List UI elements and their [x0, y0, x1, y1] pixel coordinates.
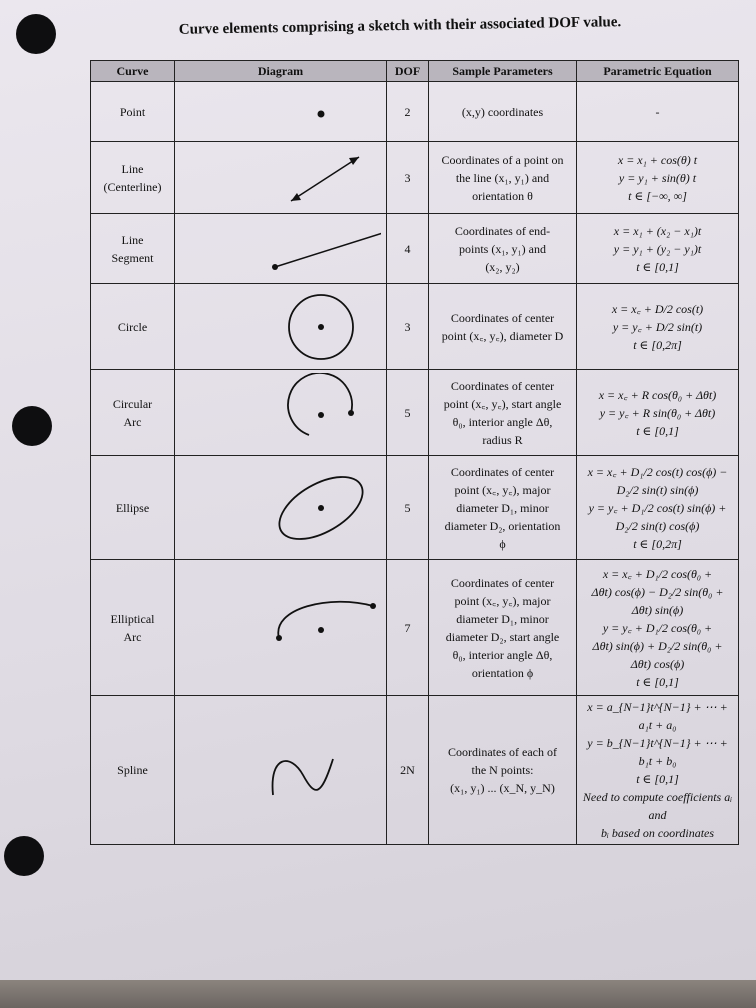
parametric-equation: x = a_{N−1}t^{N−1} + ⋯ + a₁t + a₀ y = b_{N−1}t^{N−1} + ⋯ + b₁t + b₀ t ∈ [0,1] Need to compute coefficients aᵢ and bᵢ based on coordinates	[577, 696, 739, 845]
table-row	[91, 214, 739, 284]
parametric-equation: x = x꜀ + D₁/2 cos(θ₀ + Δθt) cos(ϕ) − D₂/2 sin(θ₀ + Δθt) sin(ϕ) y = y꜀ + D₁/2 cos(θ₀ + Δθt) sin(ϕ) + D₂/2 sin(θ₀ + Δθt) cos(ϕ) t ∈ [0,1]	[577, 560, 739, 696]
header-parametric-equation: Parametric Equation	[577, 61, 739, 82]
sample-parameters: Coordinates of center point (x꜀, y꜀), major diameter D₁, minor diameter D₂, start angle θ₀, interior angle Δθ, orientation ϕ	[429, 560, 577, 696]
table-row	[91, 456, 739, 560]
curve-name: Ellipse	[91, 456, 175, 560]
sample-parameters: Coordinates of center point (x꜀, y꜀), diameter D	[429, 284, 577, 370]
curve-table-wrapper	[90, 60, 738, 840]
page-title: Curve elements comprising a sketch with their associated DOF value.	[178, 14, 622, 38]
curve-name: Spline	[91, 696, 175, 845]
sample-parameters: Coordinates of end- points (x₁, y₁) and (x₂, y₂)	[429, 214, 577, 284]
dof-value: 5	[387, 456, 429, 560]
parametric-equation: x = x꜀ + D₁/2 cos(t) cos(ϕ) − D₂/2 sin(t) sin(ϕ) y = y꜀ + D₁/2 cos(t) sin(ϕ) + D₂/2 sin(t) cos(ϕ) t ∈ [0,2π]	[577, 456, 739, 560]
dof-value: 3	[387, 142, 429, 214]
table-row	[91, 696, 739, 845]
punch-hole-bottom	[4, 836, 44, 876]
dof-value: 4	[387, 214, 429, 284]
circular-arc-icon	[175, 370, 387, 456]
dof-value: 3	[387, 284, 429, 370]
table-row	[91, 560, 739, 696]
sample-parameters: Coordinates of each of the N points: (x₁, y₁) ... (x_N, y_N)	[429, 696, 577, 845]
background-surface	[0, 980, 756, 1008]
dof-value: 5	[387, 370, 429, 456]
elliptical-arc-icon	[175, 560, 387, 696]
dot-icon	[175, 82, 387, 142]
line-segment-icon	[175, 214, 387, 284]
table-row	[91, 82, 739, 142]
curve-name: Circle	[91, 284, 175, 370]
sample-parameters: Coordinates of center point (x꜀, y꜀), major diameter D₁, minor diameter D₂, orientation ϕ	[429, 456, 577, 560]
curve-name: Line (Centerline)	[91, 142, 175, 214]
sample-parameters: Coordinates of a point on the line (x₁, y₁) and orientation θ	[429, 142, 577, 214]
table-header-row	[91, 61, 739, 82]
header-dof: DOF	[387, 61, 429, 82]
table-row	[91, 284, 739, 370]
parametric-equation: x = x꜀ + R cos(θ₀ + Δθt) y = y꜀ + R sin(θ₀ + Δθt) t ∈ [0,1]	[577, 370, 739, 456]
parametric-equation: -	[577, 82, 739, 142]
circle-icon	[175, 284, 387, 370]
header-sample-parameters: Sample Parameters	[429, 61, 577, 82]
header-diagram: Diagram	[175, 61, 387, 82]
parametric-equation: x = x꜀ + D/2 cos(t) y = y꜀ + D/2 sin(t) t ∈ [0,2π]	[577, 284, 739, 370]
curve-name: Line Segment	[91, 214, 175, 284]
ellipse-icon	[175, 456, 387, 560]
parametric-equation: x = x₁ + (x₂ − x₁)t y = y₁ + (y₂ − y₁)t t ∈ [0,1]	[577, 214, 739, 284]
dof-value: 2N	[387, 696, 429, 845]
punch-hole-middle	[12, 406, 52, 446]
curve-name: Circular Arc	[91, 370, 175, 456]
dof-value: 2	[387, 82, 429, 142]
punch-hole-top	[16, 14, 56, 54]
curve-elements-table	[90, 60, 739, 845]
dof-value: 7	[387, 560, 429, 696]
double-arrow-line-icon	[175, 142, 387, 214]
sample-parameters: (x,y) coordinates	[429, 82, 577, 142]
spline-icon	[175, 696, 387, 845]
curve-name: Point	[91, 82, 175, 142]
table-row	[91, 142, 739, 214]
header-curve: Curve	[91, 61, 175, 82]
parametric-equation: x = x₁ + cos(θ) t y = y₁ + sin(θ) t t ∈ [−∞, ∞]	[577, 142, 739, 214]
table-row	[91, 370, 739, 456]
curve-name: Elliptical Arc	[91, 560, 175, 696]
sample-parameters: Coordinates of center point (x꜀, y꜀), start angle θ₀, interior angle Δθ, radius R	[429, 370, 577, 456]
